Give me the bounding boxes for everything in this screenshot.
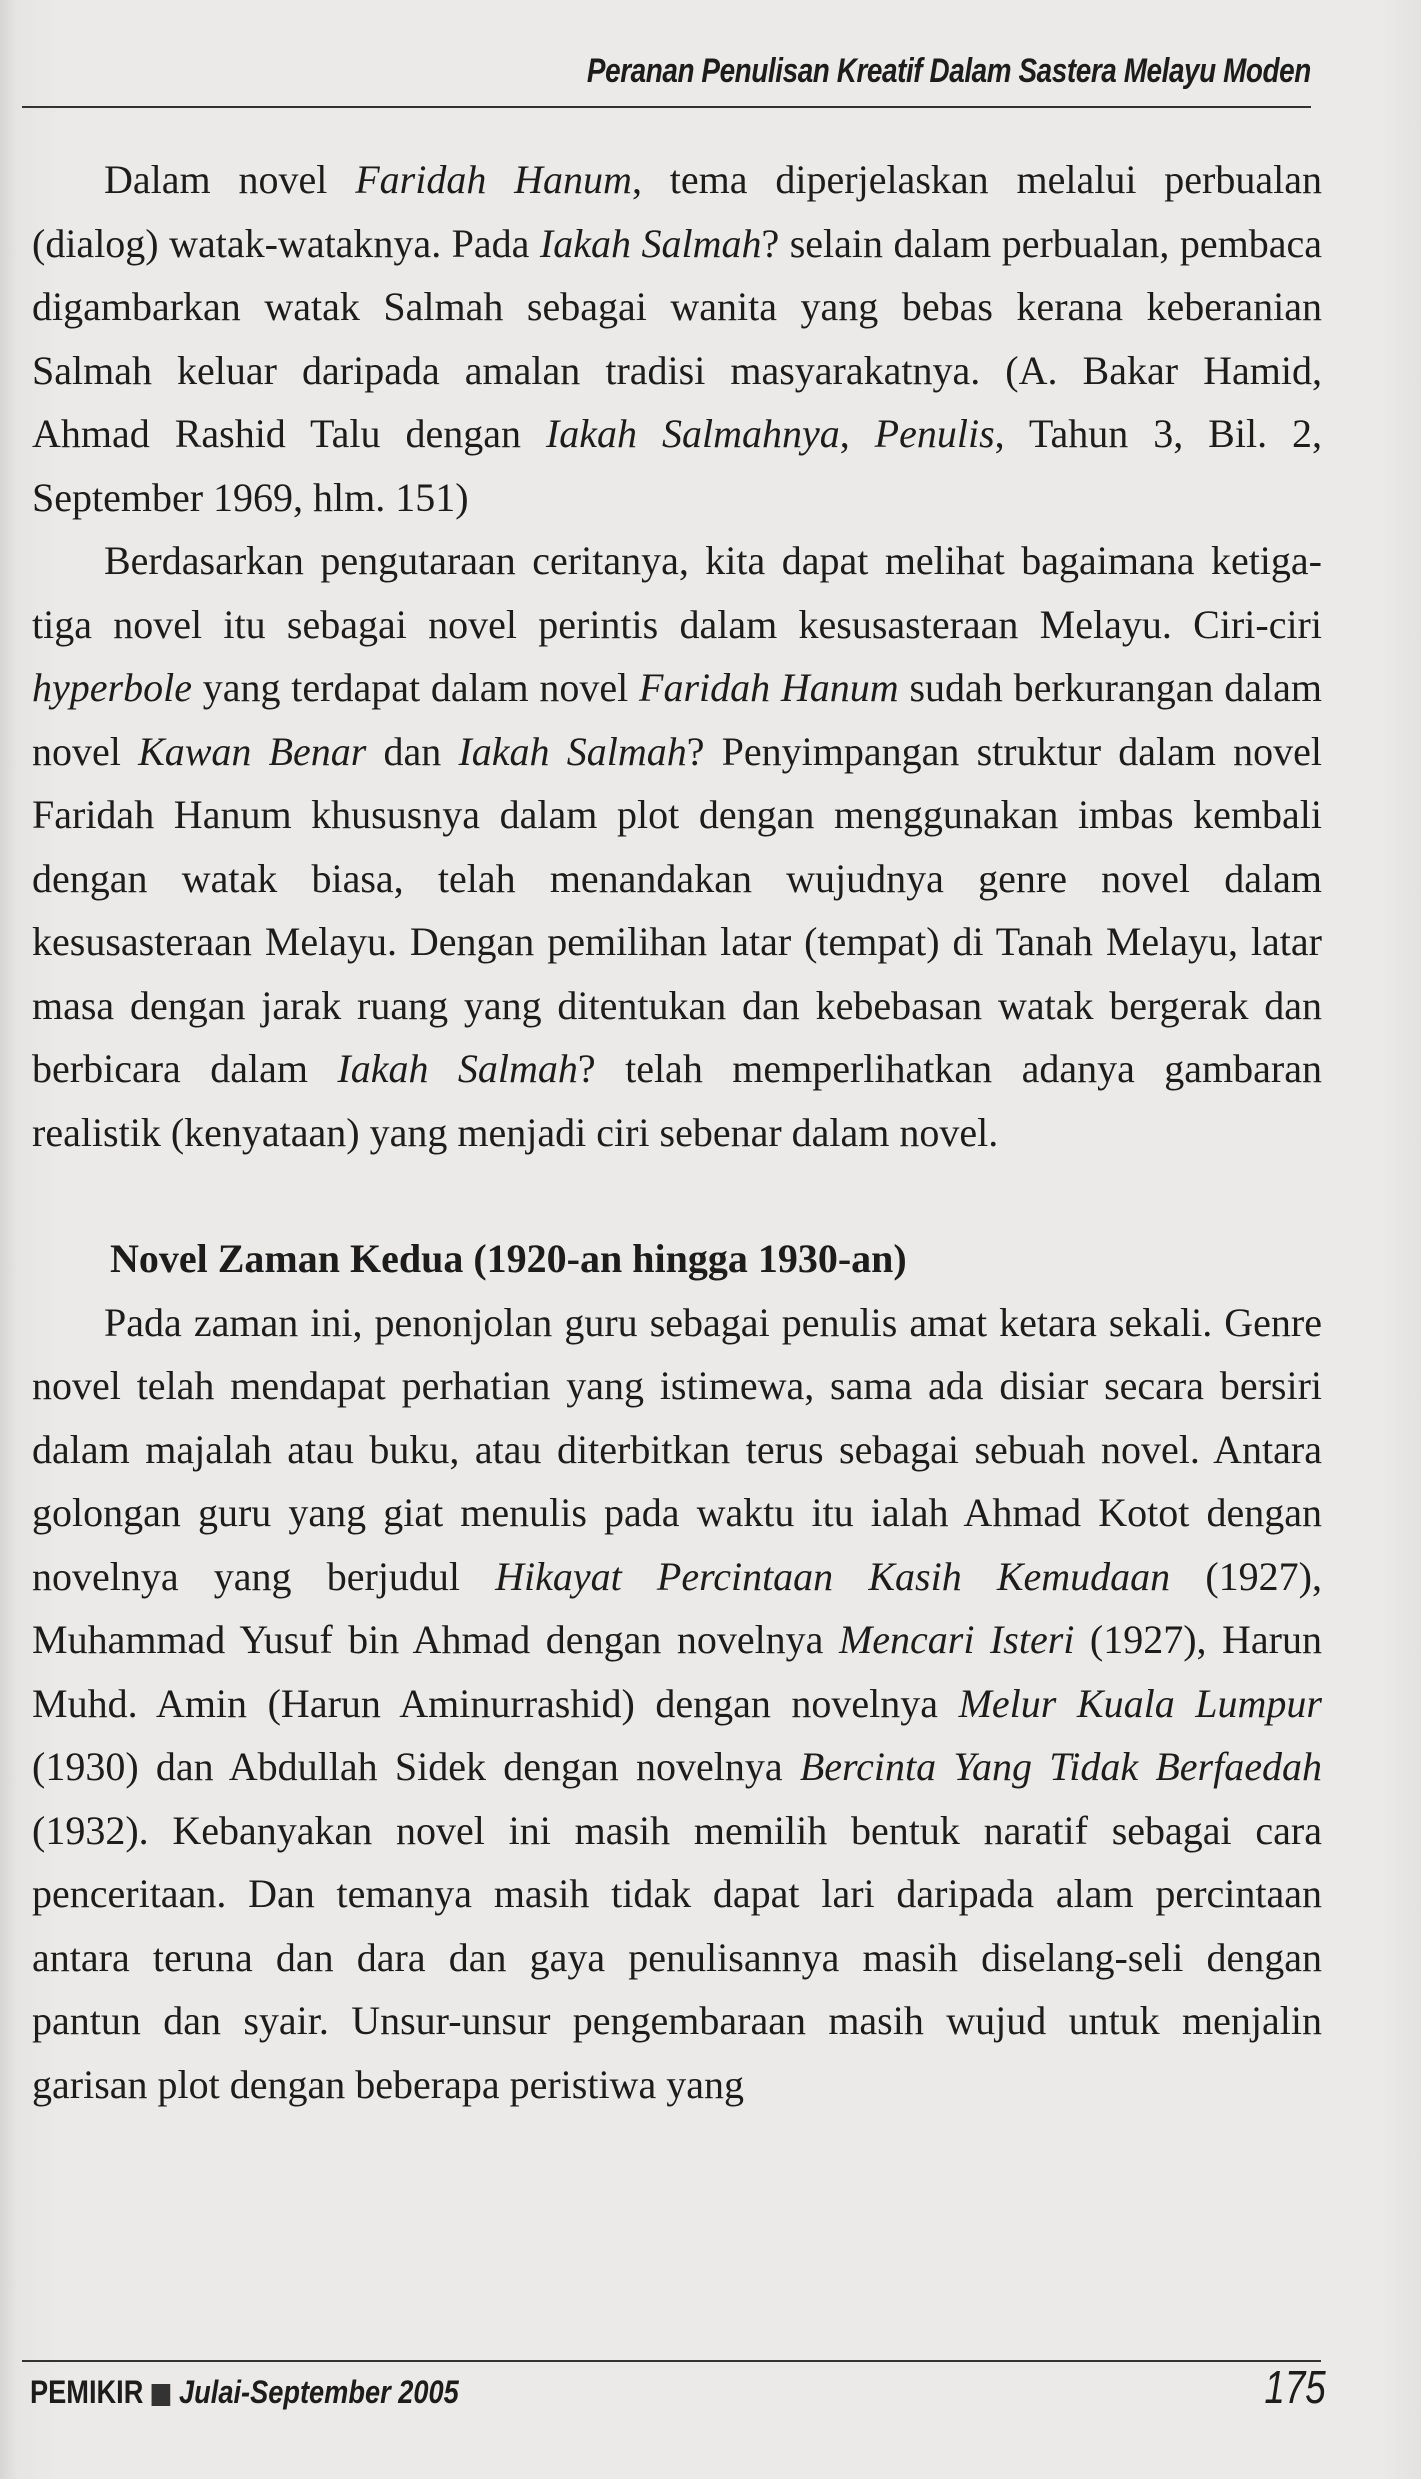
page-number: 175 — [1264, 2361, 1326, 2413]
paragraph: Pada zaman ini, penonjolan guru sebagai penulis amat ketara sekali. Genre novel telah mendapat perhatian yang istimewa, sama ada disiar secara bersiri dalam majalah atau buku, atau diterbitkan terus sebagai sebuah novel. Antara golongan guru yang giat menulis pada waktu itu ialah Ahmad Kotot dengan novelnya yang berjudul Hikayat Percintaan Kasih Kemudaan (1927), Muhammad Yusuf bin Ahmad dengan novelnya Mencari Isteri (1927), Harun Muhd. Amin (Harun Aminurrashid) dengan novelnya Melur Kuala Lumpur (1930) dan Abdullah Sidek dengan novelnya Bercinta Yang Tidak Berfaedah (1932). Kebanyakan novel ini masih memilih bentuk naratif sebagai cara penceritaan. Dan temanya masih tidak dapat lari daripada alam percintaan antara teruna dan dara dan gaya penulisannya masih diselang-seli dengan pantun dan syair. Unsur-unsur pengembaraan masih wujud untuk menjalin garisan plot dengan beberapa peristiwa yang — [32, 1299, 1322, 2107]
italic-title: Iakah Salmahnya — [545, 411, 840, 456]
italic-title: Melur Kuala Lumpur — [958, 1680, 1322, 1726]
footer-rule — [22, 2360, 1321, 2362]
italic-title: Hikayat Percintaan Kasih Kemudaan — [495, 1553, 1171, 1599]
paragraph: Dalam novel Faridah Hanum, tema diperjelaskan melalui perbualan (dialog) watak-wataknya. Pada Iakah Salmah? selain dalam perbualan, pembaca digambarkan watak Salmah sebagai wanita yang bebas kerana keberanian Salmah keluar daripada amalan tradisi masyarakatnya. (A. Bakar Hamid, Ahmad Rashid Talu dengan Iakah Salmahnya, Penulis, Tahun 3, Bil. 2, September 1969, hlm. 151) — [32, 157, 1323, 520]
square-separator-icon — [152, 2384, 171, 2406]
italic-title: Bercinta Yang Tidak Berfaedah — [799, 1744, 1322, 1789]
italic-title: Iakah Salmah — [458, 728, 687, 774]
italic-title: hyperbole — [32, 665, 192, 710]
italic-title: Kawan Benar — [138, 728, 367, 774]
paragraph: Berdasarkan pengutaraan ceritanya, kita dapat melihat bagaimana ketiga-tiga novel itu sebagai novel perintis dalam kesusasteraan Melayu. Ciri-ciri hyperbole yang terdapat dalam novel Faridah Hanum sudah berkurangan dalam novel Kawan Benar dan Iakah Salmah? Penyimpangan struktur dalam novel Faridah Hanum khususnya dalam plot dengan menggunakan imbas kembali dengan watak biasa, telah menandakan wujudnya genre novel dalam kesusasteraan Melayu. Dengan pemilihan latar (tempat) di Tanah Melayu, latar masa dengan jarak ruang yang ditentukan dan kebebasan watak bergerak dan berbicara dalam Iakah Salmah? telah memperlihatkan adanya gambaran realistik (kenyataan) yang menjadi ciri sebenar dalam novel. — [32, 538, 1322, 1155]
body-text — [32, 148, 1322, 2116]
italic-title: Faridah Hanum — [639, 665, 899, 710]
running-head: Peranan Penulisan Kreatif Dalam Sastera Melayu Moden — [587, 52, 1311, 90]
italic-title: Faridah Hanum — [355, 157, 632, 202]
italic-title: Penulis — [874, 411, 995, 456]
header-rule — [22, 106, 1311, 108]
issue-date: Julai-September 2005 — [179, 2374, 459, 2410]
section-heading: Novel Zaman Kedua (1920-an hingga 1930-an) — [110, 1236, 907, 1281]
italic-title: Iakah Salmah — [539, 220, 762, 266]
italic-title: Iakah Salmah — [337, 1046, 578, 1091]
footer-journal-info — [30, 2374, 459, 2411]
italic-title: Mencari Isteri — [838, 1617, 1075, 1662]
journal-name: PEMIKIR — [30, 2374, 144, 2410]
